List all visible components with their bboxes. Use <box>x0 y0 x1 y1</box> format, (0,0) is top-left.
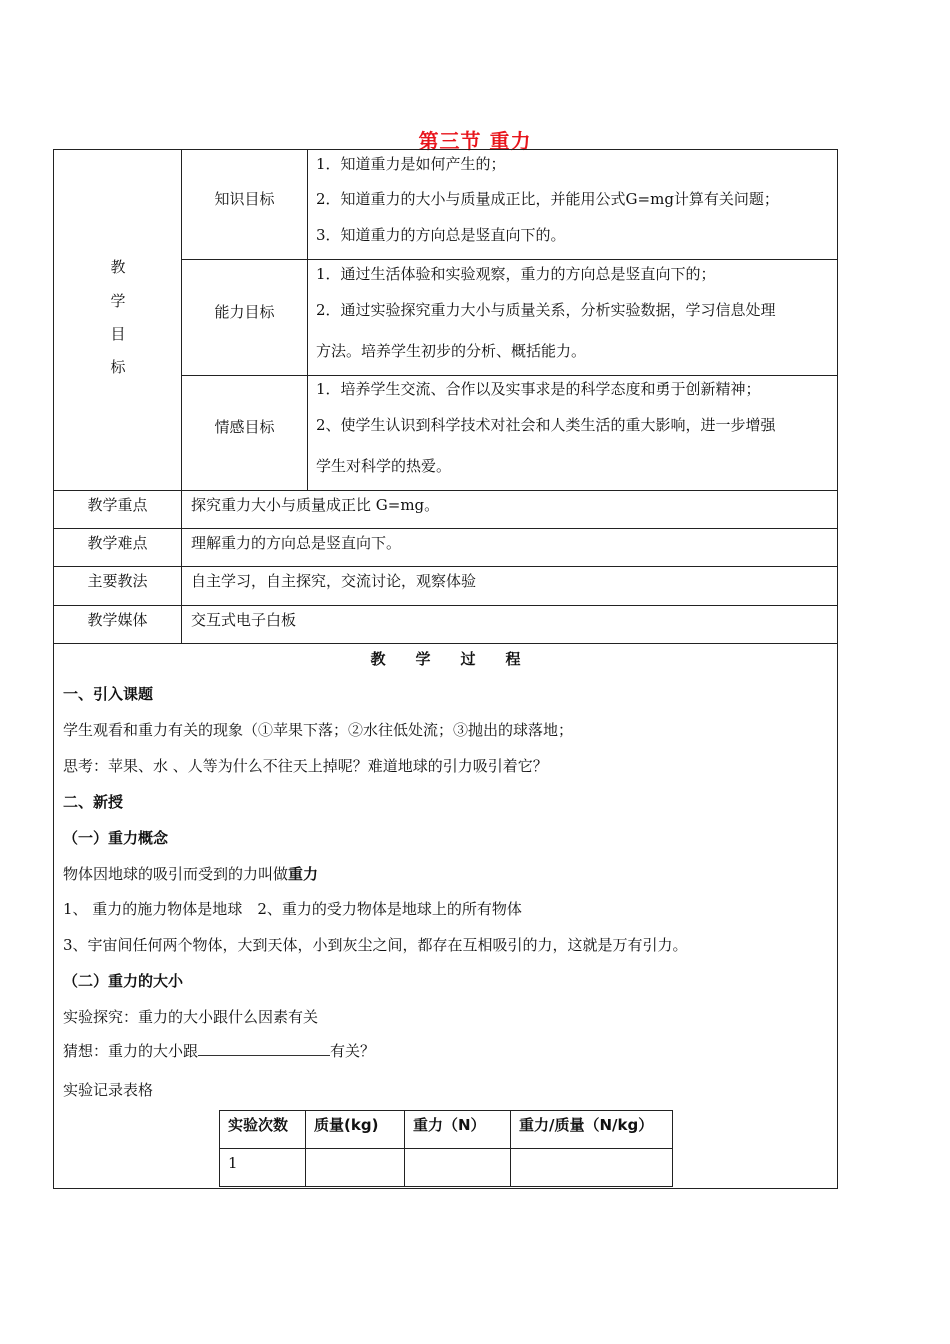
objectives-label-char: 标 <box>110 358 126 376</box>
table-cell <box>306 1149 405 1187</box>
subsection-title: （一）重力概念 <box>63 829 169 847</box>
divider <box>181 490 182 644</box>
divider <box>53 566 838 567</box>
table-header-row <box>220 1111 673 1149</box>
objective-line: 2．知道重力的大小与质量成正比，并能用公式G=mg计算有关问题； <box>316 190 779 208</box>
objective-line: 2．通过实验探究重力大小与质量关系，分析实验数据，学习信息处理 <box>316 301 776 319</box>
paragraph: 3、宇宙间任何两个物体，大到天体，小到灰尘之间，都存在互相吸引的力，这就是万有引力。 <box>63 936 688 954</box>
info-label: 主要教法 <box>87 572 148 590</box>
column-header: 重力/质量（N/kg） <box>511 1111 673 1149</box>
paragraph: 实验探究：重力的大小跟什么因素有关 <box>63 1008 319 1026</box>
objective-line: 方法。培养学生初步的分析、概括能力。 <box>316 342 587 360</box>
column-header: 质量(kg) <box>306 1111 405 1149</box>
subsection-title: （二）重力的大小 <box>63 972 184 990</box>
column-header: 重力（N） <box>405 1111 511 1149</box>
divider <box>181 259 838 260</box>
table-caption: 实验记录表格 <box>63 1081 154 1099</box>
definition-text: 物体因地球的吸引而受到的力叫做 <box>63 865 289 883</box>
guess-suffix: 有关？ <box>330 1042 376 1060</box>
objective-line: 3．知道重力的方向总是竖直向下的。 <box>316 226 566 244</box>
objective-line: 1．知道重力是如何产生的； <box>316 155 506 173</box>
objective-line: 1．培养学生交流、合作以及实事求是的科学态度和勇于创新精神； <box>316 380 761 398</box>
info-value: 交互式电子白板 <box>191 611 297 629</box>
divider <box>307 149 308 491</box>
info-value: 探究重力大小与质量成正比 G=mg。 <box>191 496 440 514</box>
paragraph: 学生观看和重力有关的现象（①苹果下落；②水往低处流；③抛出的球落地； <box>63 721 574 739</box>
info-label: 教学难点 <box>87 534 148 552</box>
objective-line: 1．通过生活体验和实验观察，重力的方向总是竖直向下的； <box>316 265 716 283</box>
column-header: 实验次数 <box>220 1111 306 1149</box>
process-heading: 教 学 过 程 <box>370 650 521 668</box>
table-cell <box>405 1149 511 1187</box>
guess-line <box>63 1040 375 1061</box>
section-title: 二、新授 <box>63 793 124 811</box>
experiment-record-table <box>219 1110 673 1187</box>
objective-name-knowledge: 知识目标 <box>214 190 275 208</box>
objective-name-emotion: 情感目标 <box>214 418 275 436</box>
paragraph: 思考：苹果、水 、人等为什么不往天上掉呢？难道地球的引力吸引着它？ <box>63 757 548 775</box>
guess-prefix: 猜想：重力的大小跟 <box>63 1042 199 1060</box>
divider <box>53 643 838 644</box>
fill-in-blank <box>198 1040 330 1056</box>
info-label: 教学媒体 <box>87 611 148 629</box>
paragraph: 1、 重力的施力物体是地球 2、重力的受力物体是地球上的所有物体 <box>63 900 522 918</box>
objectives-label-char: 学 <box>110 292 126 310</box>
divider <box>53 490 838 491</box>
divider <box>53 605 838 606</box>
table-row <box>220 1149 673 1187</box>
info-label: 教学重点 <box>87 496 148 514</box>
divider <box>181 375 838 376</box>
objective-line: 学生对科学的热爱。 <box>316 457 452 475</box>
objectives-label-char: 目 <box>110 325 126 343</box>
table-cell: 1 <box>220 1149 306 1187</box>
table-cell <box>511 1149 673 1187</box>
paragraph <box>63 864 318 884</box>
divider <box>53 528 838 529</box>
objective-line: 2、使学生认识到科学技术对社会和人类生活的重大影响，进一步增强 <box>316 416 776 434</box>
page-title: 第三节 重力 <box>418 129 532 153</box>
section-title: 一、引入课题 <box>63 685 154 703</box>
definition-term: 重力 <box>288 865 319 883</box>
info-value: 理解重力的方向总是竖直向下。 <box>191 534 402 552</box>
objectives-label-char: 教 <box>110 258 126 276</box>
objective-name-ability: 能力目标 <box>214 303 275 321</box>
info-value: 自主学习，自主探究，交流讨论，观察体验 <box>191 572 477 590</box>
